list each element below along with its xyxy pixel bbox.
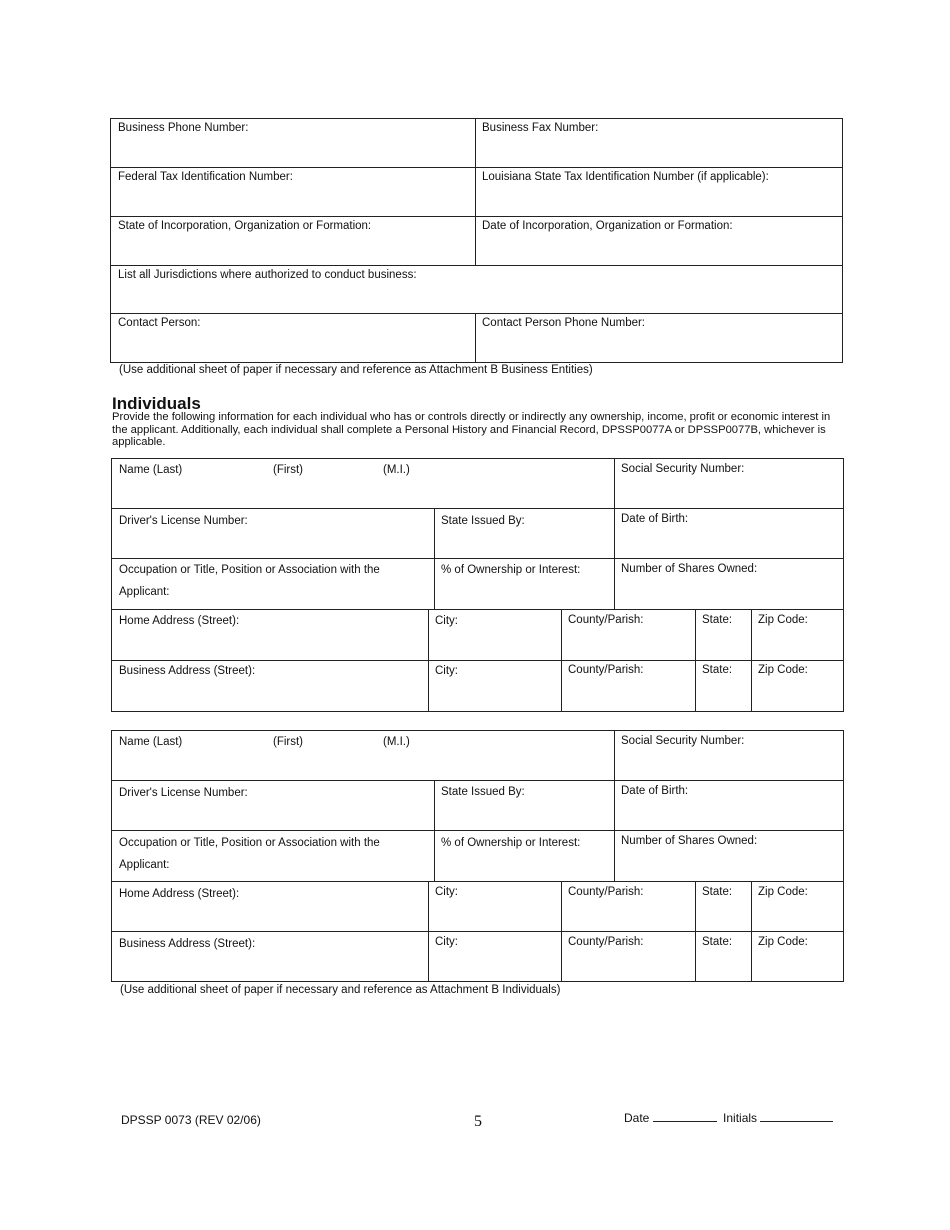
date-label: Date bbox=[624, 1111, 650, 1125]
business-city-label: City: bbox=[435, 936, 458, 948]
business-city-field[interactable] bbox=[428, 932, 561, 981]
state-issued-field[interactable] bbox=[434, 509, 614, 558]
shares-label: Number of Shares Owned: bbox=[621, 563, 758, 575]
business-phone-label: Business Phone Number: bbox=[118, 122, 249, 134]
business-city-field[interactable] bbox=[428, 661, 561, 711]
state-of-incorporation-label: State of Incorporation, Organization or Formation: bbox=[118, 220, 372, 232]
business-info-table bbox=[110, 118, 843, 363]
jurisdictions-field[interactable] bbox=[111, 266, 842, 313]
name-first-label: (First) bbox=[273, 464, 304, 476]
contact-phone-field[interactable] bbox=[475, 314, 842, 362]
dob-label: Date of Birth: bbox=[621, 513, 689, 525]
individuals-heading: Individuals bbox=[112, 394, 201, 413]
home-address-label: Home Address (Street): bbox=[119, 615, 240, 627]
name-first-label: (First) bbox=[273, 736, 304, 748]
business-zip-field[interactable] bbox=[751, 661, 843, 711]
dob-field[interactable] bbox=[614, 781, 843, 830]
home-address-field[interactable] bbox=[112, 882, 428, 931]
home-address-label: Home Address (Street): bbox=[119, 888, 240, 900]
state-of-incorporation-field[interactable] bbox=[111, 217, 475, 265]
individuals-attachment-note: (Use additional sheet of paper if necessary and reference as Attachment B Individuals) bbox=[120, 984, 561, 996]
name-last-label: Name (Last) bbox=[119, 736, 183, 748]
business-state-label: State: bbox=[702, 936, 733, 948]
business-address-field[interactable] bbox=[112, 932, 428, 981]
home-city-label: City: bbox=[435, 615, 458, 627]
name-field[interactable] bbox=[112, 731, 614, 780]
date-of-incorporation-label: Date of Incorporation, Organization or Formation: bbox=[482, 220, 733, 232]
home-county-field[interactable] bbox=[561, 882, 695, 931]
business-state-label: State: bbox=[702, 664, 733, 676]
date-blank[interactable] bbox=[653, 1110, 717, 1122]
drivers-license-field[interactable] bbox=[112, 509, 434, 558]
home-zip-label: Zip Code: bbox=[758, 886, 808, 898]
business-county-field[interactable] bbox=[561, 661, 695, 711]
individuals-intro: Provide the following information for each individual who has or controls directly or indirectly any ownership, income, profit or economic interest in the applicant. Additionally, each individual shall complete a Personal History and Financial Record, DPSSP0077A or DPSSP0077B, whichever is applicable. bbox=[112, 411, 831, 449]
ssn-label: Social Security Number: bbox=[621, 463, 745, 475]
home-zip-field[interactable] bbox=[751, 882, 843, 931]
business-county-field[interactable] bbox=[561, 932, 695, 981]
business-zip-field[interactable] bbox=[751, 932, 843, 981]
name-mi-label: (M.I.) bbox=[383, 736, 410, 748]
home-state-field[interactable] bbox=[695, 610, 751, 660]
business-phone-field[interactable] bbox=[111, 119, 475, 167]
business-state-field[interactable] bbox=[695, 661, 751, 711]
home-city-field[interactable] bbox=[428, 882, 561, 931]
ownership-field[interactable] bbox=[434, 831, 614, 881]
home-city-field[interactable] bbox=[428, 610, 561, 660]
shares-field[interactable] bbox=[614, 559, 843, 609]
state-issued-label: State Issued By: bbox=[441, 786, 525, 798]
drivers-license-label: Driver's License Number: bbox=[119, 515, 248, 527]
business-county-label: County/Parish: bbox=[568, 936, 644, 948]
initials-blank[interactable] bbox=[760, 1110, 833, 1122]
home-county-label: County/Parish: bbox=[568, 614, 644, 626]
business-state-field[interactable] bbox=[695, 932, 751, 981]
ownership-label: % of Ownership or Interest: bbox=[441, 564, 581, 576]
federal-tax-id-label: Federal Tax Identification Number: bbox=[118, 171, 293, 183]
state-issued-label: State Issued By: bbox=[441, 515, 525, 527]
home-county-field[interactable] bbox=[561, 610, 695, 660]
business-city-label: City: bbox=[435, 665, 458, 677]
business-address-label: Business Address (Street): bbox=[119, 938, 256, 950]
individual-table-1 bbox=[111, 458, 844, 712]
name-last-label: Name (Last) bbox=[119, 464, 183, 476]
page-number: 5 bbox=[474, 1113, 482, 1130]
business-address-field[interactable] bbox=[112, 661, 428, 711]
drivers-license-label: Driver's License Number: bbox=[119, 787, 248, 799]
occupation-field[interactable] bbox=[112, 831, 434, 881]
contact-person-field[interactable] bbox=[111, 314, 475, 362]
date-initials-line bbox=[624, 1110, 833, 1125]
occupation-field[interactable] bbox=[112, 559, 434, 609]
louisiana-tax-id-label: Louisiana State Tax Identification Number (if applicable): bbox=[482, 171, 769, 183]
home-zip-field[interactable] bbox=[751, 610, 843, 660]
ssn-field[interactable] bbox=[614, 459, 843, 508]
date-of-incorporation-field[interactable] bbox=[475, 217, 842, 265]
business-attachment-note: (Use additional sheet of paper if necessary and reference as Attachment B Business Entities) bbox=[119, 364, 593, 376]
dob-label: Date of Birth: bbox=[621, 785, 689, 797]
jurisdictions-label: List all Jurisdictions where authorized to conduct business: bbox=[118, 269, 417, 281]
individual-table-2 bbox=[111, 730, 844, 982]
shares-label: Number of Shares Owned: bbox=[621, 835, 758, 847]
ssn-field[interactable] bbox=[614, 731, 843, 780]
home-city-label: City: bbox=[435, 886, 458, 898]
shares-field[interactable] bbox=[614, 831, 843, 881]
dob-field[interactable] bbox=[614, 509, 843, 558]
ssn-label: Social Security Number: bbox=[621, 735, 745, 747]
occupation-label-line2: Applicant: bbox=[119, 859, 170, 872]
contact-phone-label: Contact Person Phone Number: bbox=[482, 317, 646, 329]
business-address-label: Business Address (Street): bbox=[119, 665, 256, 677]
ownership-label: % of Ownership or Interest: bbox=[441, 837, 581, 849]
occupation-label-line1: Occupation or Title, Position or Association with the bbox=[119, 564, 380, 576]
business-fax-field[interactable] bbox=[475, 119, 842, 167]
occupation-label-line2: Applicant: bbox=[119, 586, 170, 599]
home-state-label: State: bbox=[702, 886, 733, 898]
form-id: DPSSP 0073 (REV 02/06) bbox=[121, 1113, 261, 1127]
home-zip-label: Zip Code: bbox=[758, 614, 808, 626]
home-state-label: State: bbox=[702, 614, 733, 626]
home-address-field[interactable] bbox=[112, 610, 428, 660]
contact-person-label: Contact Person: bbox=[118, 317, 201, 329]
state-issued-field[interactable] bbox=[434, 781, 614, 830]
business-county-label: County/Parish: bbox=[568, 664, 644, 676]
initials-label: Initials bbox=[723, 1111, 758, 1125]
louisiana-tax-id-field[interactable] bbox=[475, 168, 842, 216]
federal-tax-id-field[interactable] bbox=[111, 168, 475, 216]
name-mi-label: (M.I.) bbox=[383, 464, 410, 476]
home-county-label: County/Parish: bbox=[568, 886, 644, 898]
name-field[interactable] bbox=[112, 459, 614, 508]
home-state-field[interactable] bbox=[695, 882, 751, 931]
occupation-label-line1: Occupation or Title, Position or Association with the bbox=[119, 837, 380, 849]
drivers-license-field[interactable] bbox=[112, 781, 434, 830]
business-fax-label: Business Fax Number: bbox=[482, 122, 599, 134]
ownership-field[interactable] bbox=[434, 559, 614, 609]
business-zip-label: Zip Code: bbox=[758, 936, 808, 948]
business-zip-label: Zip Code: bbox=[758, 664, 808, 676]
